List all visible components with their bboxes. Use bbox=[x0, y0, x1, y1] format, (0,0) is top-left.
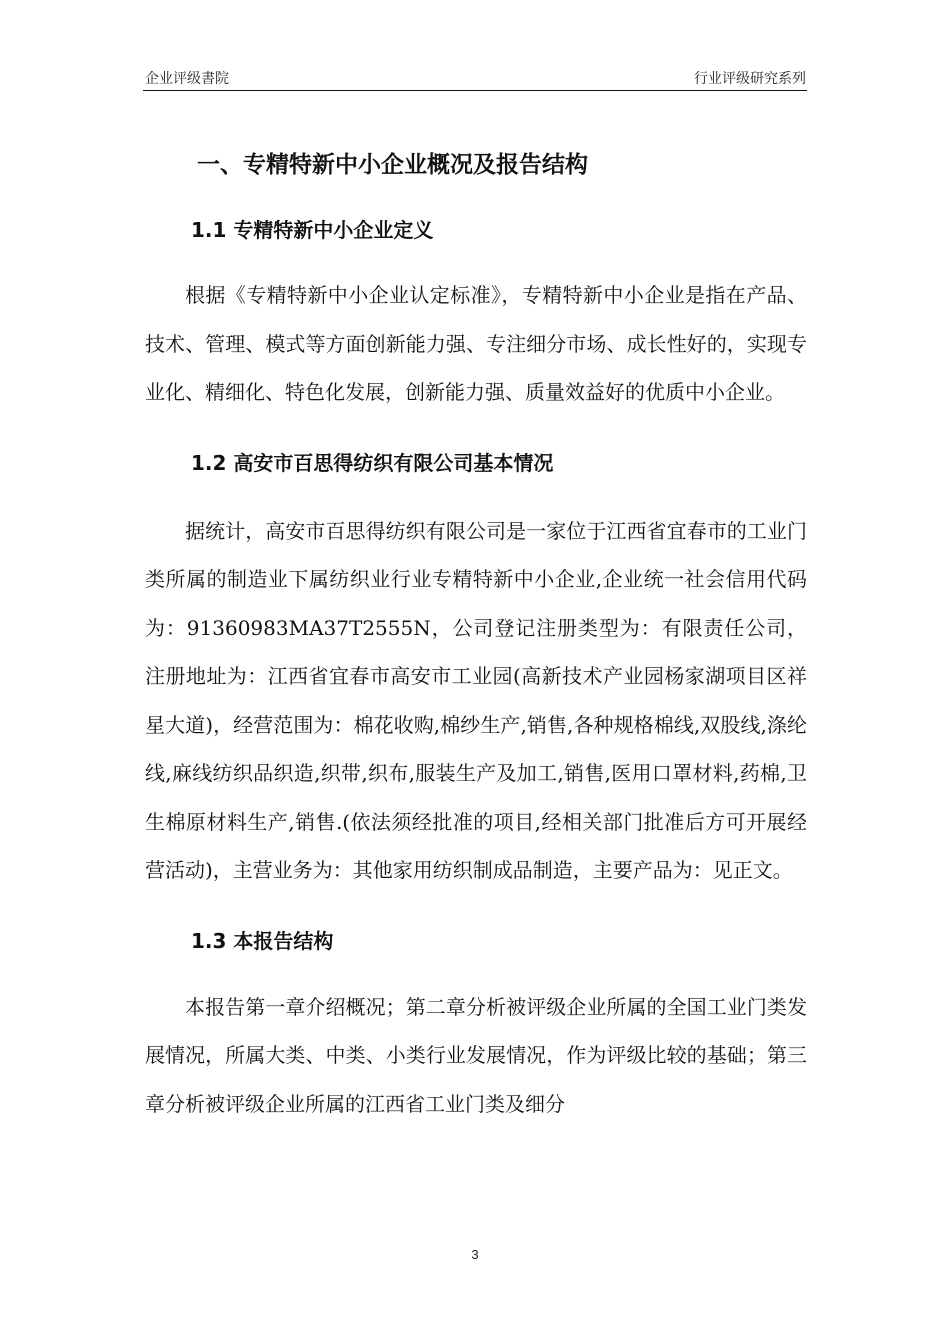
paragraph-company-info: 据统计，高安市百思得纺织有限公司是一家位于江西省宜春市的工业门类所属的制造业下属纺织业行业专精特新中小企业,企业统一社会信用代码为：91360983MA37T2555N，公司登记注册类型为：有限责任公司，注册地址为：江西省宜春市高安市工业园(高新技术产业园杨家湖项目区祥星大道)，经营范围为：棉花收购,棉纱生产,销售,各种规格棉线,双股线,涤纶线,麻线纺织品织造,织带,织布,服装生产及加工,销售,医用口罩材料,药棉,卫生棉原材料生产,销售.(依法须经批准的项目,经相关部门批准后方可开展经营活动)，主营业务为：其他家用纺织制成品制造，主要产品为：见正文。 bbox=[145, 518, 807, 882]
subsection-heading-1-2: 1.2 高安市百思得纺织有限公司基本情况 bbox=[191, 450, 554, 475]
subsection-heading-1-1: 1.1 专精特新中小企业定义 bbox=[191, 218, 434, 242]
subsection-heading-1-3: 1.3 本报告结构 bbox=[191, 928, 334, 953]
document-body bbox=[145, 140, 807, 1128]
page-number: 3 bbox=[471, 1247, 479, 1262]
paragraph-definition: 根据《专精特新中小企业认定标准》，专精特新中小企业是指在产品、技术、管理、模式等方面创新能力强、专注细分市场、成长性好的，实现专业化、精细化、特色化发展，创新能力强、质量效益好的优质中小企业。 bbox=[145, 283, 807, 404]
header-right-text: 行业评级研究系列 bbox=[694, 70, 806, 86]
header-divider bbox=[143, 90, 807, 91]
section-heading: 一、专精特新中小企业概况及报告结构 bbox=[197, 152, 588, 178]
paragraph-report-structure: 本报告第一章介绍概况；第二章分析被评级企业所属的全国工业门类发展情况，所属大类、中类、小类行业发展情况，作为评级比较的基础；第三章分析被评级企业所属的江西省工业门类及细分 bbox=[145, 994, 807, 1116]
header-left-text: 企业评级書院 bbox=[145, 70, 229, 86]
